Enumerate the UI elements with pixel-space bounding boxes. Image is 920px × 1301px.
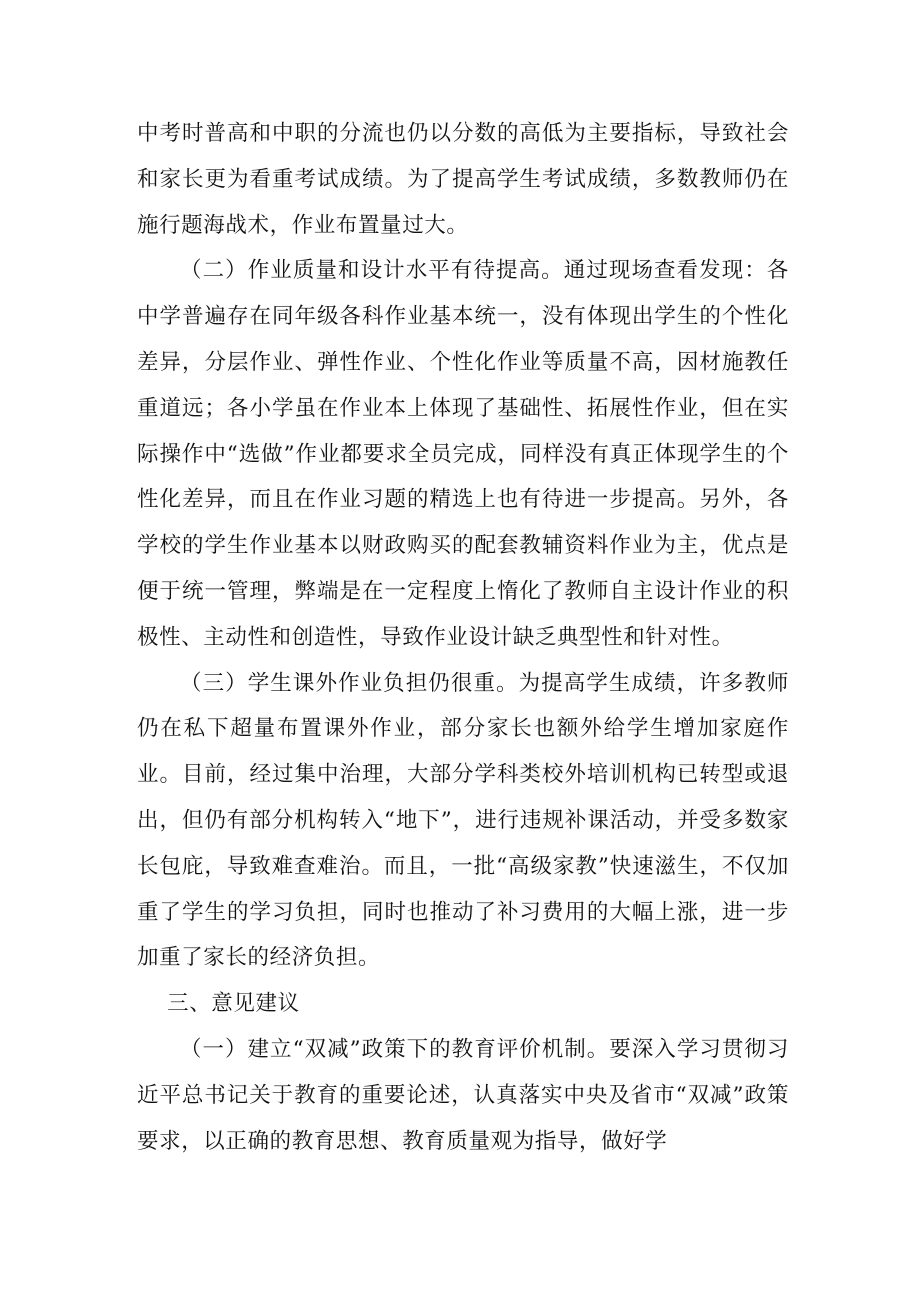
document-body: [137, 111, 789, 1164]
section-heading-suggestions: 三、意见建议: [167, 991, 300, 1017]
paragraph-homework-quality: （二）作业质量和设计水平有待提高。通过现场查看发现：各中学普遍存在同年级各科作业基本统一，没有体现出学生的个性化差异，分层作业、弹性作业、个性化作业等质量不高，因材施教任重道远；各小学虽在作业本上体现了基础性、拓展性作业，但在实际操作中“选做”作业都要求全员完成，同样没有真正体现学生的个性化差异，而且在作业习题的精选上也有待进一步提高。另外，各学校的学生作业基本以财政购买的配套教辅资料作业为主，优点是便于统一管理，弊端是在一定程度上惰化了教师自主设计作业的积极性、主动性和创造性，导致作业设计缺乏典型性和针对性。: [137, 258, 789, 650]
paragraph-evaluation-mechanism: （一）建立“双减”政策下的教育评价机制。要深入学习贯彻习近平总书记关于教育的重要论述，认真落实中央及省市“双减”政策要求，以正确的教育思想、教育质量观为指导，做好学: [137, 1036, 789, 1154]
paragraph-continuation: 中考时普高和中职的分流也仍以分数的高低为主要指标，导致社会和家长更为看重考试成绩。为了提高学生考试成绩，多数教师仍在施行题海战术，作业布置量过大。: [137, 121, 789, 238]
paragraph-extracurricular-burden: （三）学生课外作业负担仍很重。为提高学生成绩，许多教师仍在私下超量布置课外作业，部分家长也额外给学生增加家庭作业。目前，经过集中治理，大部分学科类校外培训机构已转型或退出，但仍有部分机构转入“地下”，进行违规补课活动，并受多数家长包庇，导致难查难治。而且，一批“高级家教”快速滋生，不仅加重了学生的学习负担，同时也推动了补习费用的大幅上涨，进一步加重了家长的经济负担。: [137, 670, 789, 971]
